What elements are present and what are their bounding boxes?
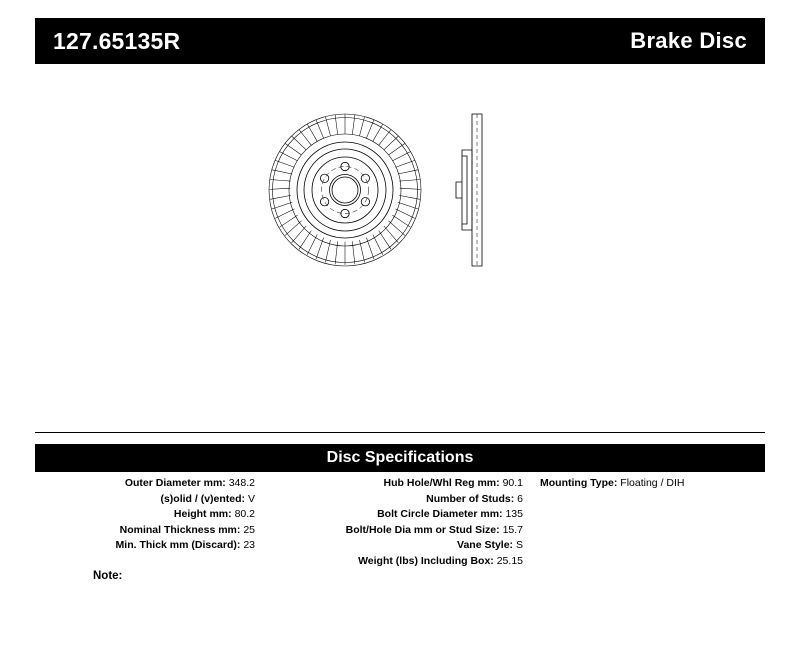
spec-value: S bbox=[515, 539, 523, 551]
spec-row bbox=[540, 476, 765, 492]
spec-label: Outer Diameter mm: bbox=[124, 477, 226, 489]
spec-value: V bbox=[247, 492, 255, 505]
spec-row bbox=[35, 523, 255, 539]
spec-row bbox=[35, 507, 255, 523]
spec-label: Min. Thick mm (Discard): bbox=[115, 539, 241, 551]
spec-label: Bolt/Hole Dia mm or Stud Size: bbox=[345, 523, 500, 536]
technical-drawing bbox=[250, 90, 550, 290]
spec-label: Vane Style: bbox=[457, 539, 514, 551]
note-label: Note: bbox=[93, 570, 123, 582]
rotor-drawing-svg bbox=[250, 90, 550, 290]
spec-columns bbox=[35, 476, 765, 576]
spec-row bbox=[263, 554, 523, 570]
spec-value: 25 bbox=[243, 523, 255, 536]
spec-value: 6 bbox=[517, 492, 523, 505]
spec-column-right bbox=[540, 476, 765, 492]
spec-label: Number of Studs: bbox=[426, 492, 515, 505]
spec-value: 25.15 bbox=[496, 554, 523, 567]
spec-row bbox=[35, 492, 255, 508]
rotor-edge-section-view bbox=[456, 114, 482, 266]
spec-row bbox=[263, 476, 523, 492]
product-type-title: Brake Disc bbox=[630, 28, 747, 53]
spec-value: 90.1 bbox=[502, 477, 523, 489]
note-row bbox=[93, 570, 122, 582]
spec-column-middle bbox=[263, 476, 523, 569]
divider-rule bbox=[35, 432, 765, 433]
spec-row bbox=[263, 523, 523, 539]
header-bar bbox=[35, 18, 765, 64]
spec-row bbox=[263, 538, 523, 554]
spec-label: Bolt Circle Diameter mm: bbox=[377, 508, 503, 520]
spec-column-left bbox=[35, 476, 255, 554]
spec-label: Hub Hole/Whl Reg mm: bbox=[383, 477, 500, 489]
spec-value: 15.7 bbox=[502, 523, 523, 536]
part-number: 127.65135R bbox=[53, 27, 181, 54]
spec-row bbox=[263, 507, 523, 523]
spec-value: 348.2 bbox=[228, 477, 255, 489]
spec-value: 135 bbox=[505, 508, 523, 520]
bolt-holes bbox=[320, 162, 369, 217]
spec-value: Floating / DIH bbox=[620, 477, 685, 489]
spec-row bbox=[263, 492, 523, 508]
spec-value: 80.2 bbox=[234, 508, 255, 520]
spec-title: Disc Specifications bbox=[326, 449, 474, 466]
spec-row bbox=[35, 476, 255, 492]
spec-title-bar bbox=[35, 444, 765, 472]
spec-label: Nominal Thickness mm: bbox=[119, 523, 241, 536]
spec-label: (s)olid / (v)ented: bbox=[160, 492, 246, 505]
spec-row bbox=[35, 538, 255, 554]
spec-label: Height mm: bbox=[173, 508, 232, 520]
spec-label: Mounting Type: bbox=[540, 477, 618, 489]
spec-label: Weight (lbs) Including Box: bbox=[358, 554, 494, 567]
spec-value: 23 bbox=[243, 539, 255, 551]
rotor-face-view bbox=[269, 114, 421, 266]
